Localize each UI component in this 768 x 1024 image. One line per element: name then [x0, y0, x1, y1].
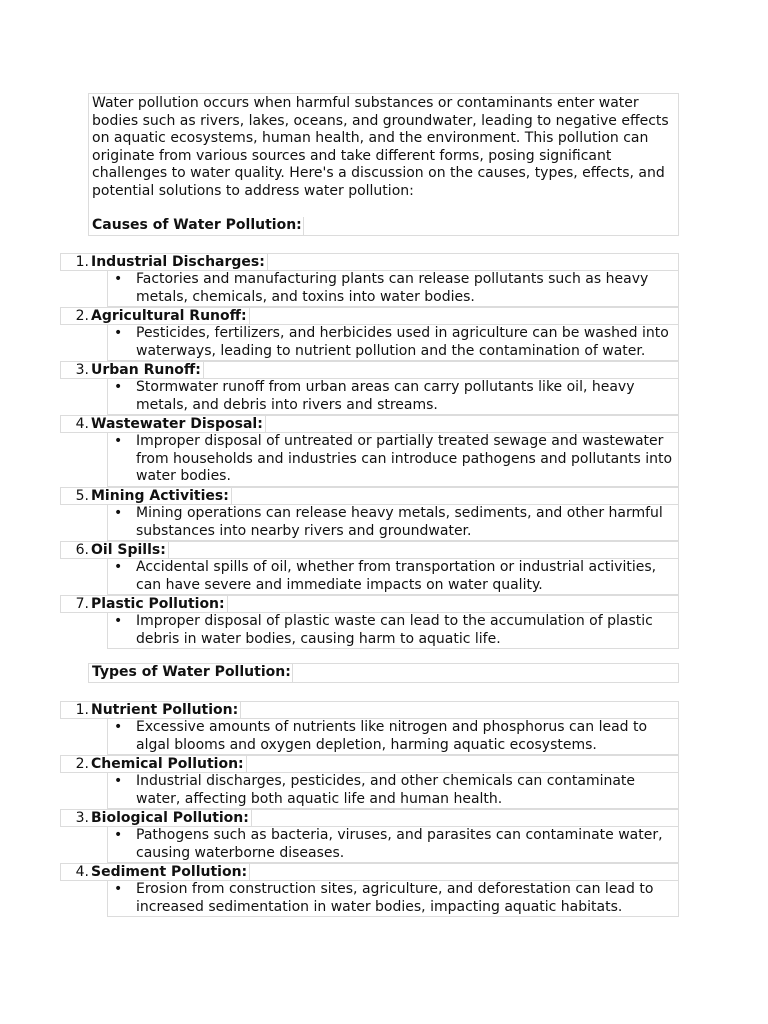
bullet-icon: •: [114, 773, 123, 789]
cause-item: [60, 361, 679, 379]
bullet-text: Improper disposal of untreated or partially treated sewage and wastewater from households and industries can introduce pathogens and pollutants into water bodies.: [136, 433, 673, 484]
causes-heading: Causes of Water Pollution:: [92, 217, 302, 233]
cause-item: [60, 541, 679, 559]
item-number: 2.: [75, 308, 89, 324]
cause-bullet: [107, 505, 679, 541]
cause-item: [60, 307, 679, 325]
bullet-text: Erosion from construction sites, agriculture, and deforestation can lead to increased sedimentation in water bodies, impacting aquatic habitats.: [136, 881, 654, 915]
type-item: [60, 809, 679, 827]
bullet-icon: •: [114, 719, 123, 735]
cause-bullet: [107, 325, 679, 361]
item-number: 1.: [75, 702, 89, 718]
item-title: Nutrient Pollution:: [91, 702, 241, 718]
type-item: [60, 755, 679, 773]
bullet-icon: •: [114, 325, 123, 341]
item-title: Plastic Pollution:: [91, 596, 228, 612]
cause-item: [60, 253, 679, 271]
item-number: 5.: [75, 488, 89, 504]
bullet-icon: •: [114, 379, 123, 395]
types-list: [60, 701, 679, 917]
cause-bullet: [107, 271, 679, 307]
causes-list: [60, 253, 679, 649]
cause-bullet: [107, 433, 679, 487]
item-title: Biological Pollution:: [91, 810, 252, 826]
item-number: 7.: [75, 596, 89, 612]
item-number: 4.: [75, 416, 89, 432]
bullet-icon: •: [114, 559, 123, 575]
item-number: 6.: [75, 542, 89, 558]
item-title: Wastewater Disposal:: [91, 416, 266, 432]
type-bullet: [107, 881, 679, 917]
item-title: Chemical Pollution:: [91, 756, 247, 772]
item-title: Sediment Pollution:: [91, 864, 250, 880]
bullet-icon: •: [114, 613, 123, 629]
bullet-icon: •: [114, 827, 123, 843]
cause-bullet: [107, 559, 679, 595]
cause-bullet: [107, 613, 679, 649]
bullet-text: Accidental spills of oil, whether from transportation or industrial activities, can have severe and immediate impacts on water quality.: [136, 559, 657, 593]
bullet-text: Excessive amounts of nutrients like nitrogen and phosphorus can lead to algal blooms and oxygen depletion, harming aquatic ecosystems.: [136, 719, 648, 753]
types-heading: Types of Water Pollution:: [92, 664, 291, 680]
types-heading-block: [88, 663, 679, 683]
type-bullet: [107, 719, 679, 755]
item-title: Industrial Discharges:: [91, 254, 268, 270]
bullet-icon: •: [114, 881, 123, 897]
cause-item: [60, 415, 679, 433]
type-bullet: [107, 773, 679, 809]
item-title: Urban Runoff:: [91, 362, 204, 378]
item-title: Oil Spills:: [91, 542, 169, 558]
bullet-text: Stormwater runoff from urban areas can carry pollutants like oil, heavy metals, and debris into rivers and streams.: [136, 379, 635, 413]
item-title: Mining Activities:: [91, 488, 232, 504]
item-number: 4.: [75, 864, 89, 880]
cause-item: [60, 487, 679, 505]
intro-paragraph: Water pollution occurs when harmful substances or contaminants enter water bodies such as rivers, lakes, oceans, and groundwater, leading to negative effects on aquatic ecosystems, human health, and the environment. This pollution can originate from various sources and take different forms, posing significant challenges to water quality. Here's a discussion on the causes, types, effects, and potential solutions to address water pollution:: [92, 95, 669, 199]
bullet-icon: •: [114, 433, 123, 449]
bullet-text: Pathogens such as bacteria, viruses, and parasites can contaminate water, causing waterborne diseases.: [136, 827, 663, 861]
item-number: 3.: [75, 810, 89, 826]
intro-block: [88, 93, 679, 236]
bullet-text: Factories and manufacturing plants can release pollutants such as heavy metals, chemicals, and toxins into water bodies.: [136, 271, 649, 305]
bullet-text: Improper disposal of plastic waste can lead to the accumulation of plastic debris in water bodies, causing harm to aquatic life.: [136, 613, 653, 647]
item-title: Agricultural Runoff:: [91, 308, 250, 324]
type-item: [60, 863, 679, 881]
item-number: 3.: [75, 362, 89, 378]
bullet-icon: •: [114, 271, 123, 287]
item-number: 1.: [75, 254, 89, 270]
item-number: 2.: [75, 756, 89, 772]
bullet-text: Industrial discharges, pesticides, and other chemicals can contaminate water, affecting both aquatic life and human health.: [136, 773, 636, 807]
type-item: [60, 701, 679, 719]
bullet-icon: •: [114, 505, 123, 521]
type-bullet: [107, 827, 679, 863]
bullet-text: Pesticides, fertilizers, and herbicides used in agriculture can be washed into waterways, leading to nutrient pollution and the contamination of water.: [136, 325, 669, 359]
cause-item: [60, 595, 679, 613]
bullet-text: Mining operations can release heavy metals, sediments, and other harmful substances into nearby rivers and groundwater.: [136, 505, 663, 539]
cause-bullet: [107, 379, 679, 415]
